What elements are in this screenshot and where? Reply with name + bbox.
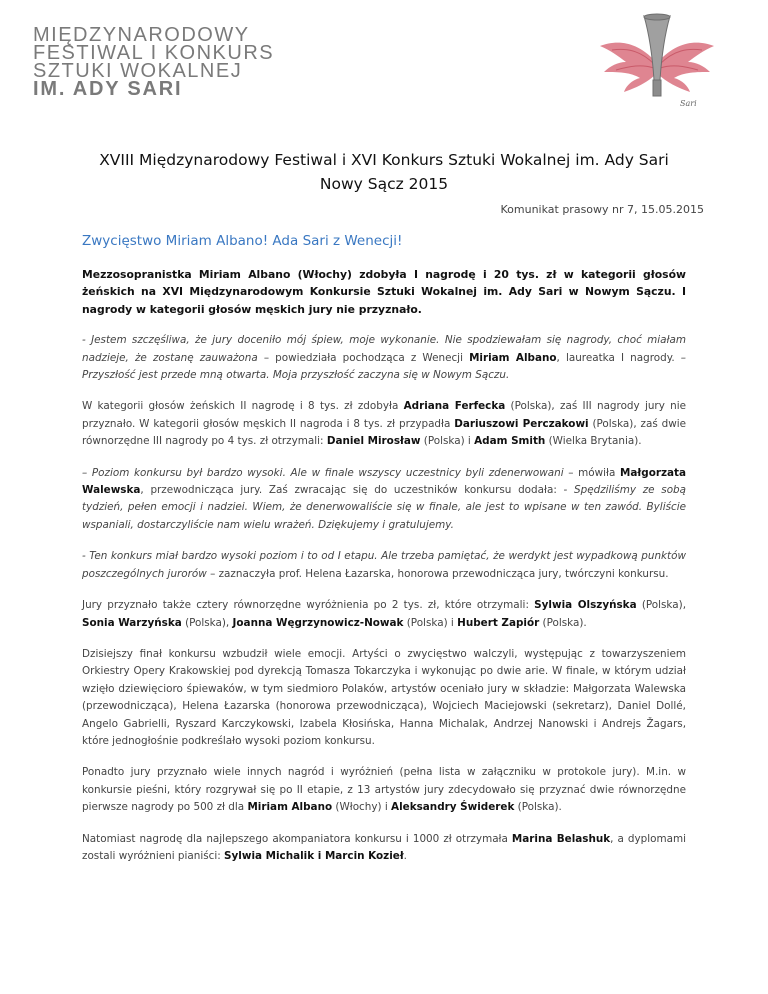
logo-line-4: IM. ADY SARI xyxy=(33,78,183,100)
logo-signature: Sari xyxy=(680,99,697,108)
paragraph-8: Natomiast nagrodę dla najlepszego akompaniatora konkursu i 1000 zł otrzymała Marina Belashuk, a dyplomami zostali wyróżnieni pianiści: Sylwia Michalik i Marcin Kozieł. xyxy=(82,832,686,862)
press-release-number: Komunikat prasowy nr 7, 15.05.2015 xyxy=(500,203,704,216)
paragraph-1: - Jestem szczęśliwa, że jury doceniło mój śpiew, moje wykonanie. Nie spodziewałam się nagrody, choć miałam nadzieje, że zostanę zauważona – powiedziała pochodząca z Wenecji Miriam Albano, laureatka I nagrody. – Przyszłość jest przede mną otwarta. Moja przyszłość zaczyna się w Nowym Sączu. xyxy=(82,334,686,382)
winged-horn-logo-icon xyxy=(596,10,716,110)
paragraph-4: - Ten konkurs miał bardzo wysoki poziom i to od I etapu. Ale trzeba pamiętać, że werdykt jest wypadkową punktów poszczególnych jurorów – zaznaczyła prof. Helena Łazarska, honorowa przewodnicząca jury, twórczyni konkursu. xyxy=(82,550,686,580)
lead-paragraph: Mezzosopranistka Miriam Albano (Włochy) zdobyła I nagrodę i 20 tys. zł w kategorii głosów żeńskich na XVI Międzynarodowym Konkursie Sztuki Wokalnej im. Ady Sari w Nowym Sączu. I nagrody w kategorii głosów męskich jury nie przyznało. xyxy=(82,268,686,316)
logo-line-2: FESTIWAL I KONKURS xyxy=(33,42,275,64)
paragraph-3: – Poziom konkursu był bardzo wysoki. Ale w finale wszyscy uczestnicy byli zdenerwowani – mówiła Małgorzata Walewska, przewodnicząca jury. Zaś zwracając się do uczestników konkursu dodała: - Spędziliśmy ze sobą tydzień, pełen emocji i nadziei. Wiem, że denerwowaliście się w finale, ale jest to wpisane w ten zawód. Byliście wspaniali, dostarczyliście nam wielu wrażeń. Dziękujemy i gratulujemy. xyxy=(82,466,687,531)
logo-line-1: MIĘDZYNARODOWY xyxy=(33,24,250,46)
logo-line-3: SZTUKI WOKALNEJ xyxy=(33,60,243,82)
title-line-1: XVIII Międzynarodowy Festiwal i XVI Konkurs Sztuki Wokalnej im. Ady Sari xyxy=(99,151,669,169)
paragraph-6: Dzisiejszy finał konkursu wzbudził wiele emocji. Artyści o zwycięstwo walczyli, występując z towarzyszeniem Orkiestry Opery Krakowskiej pod dyrekcją Tomasza Tokarczyka i wykonując po dwie arie. W finale, w którym udział wzięło dziewięcioro śpiewaków, w tym siedmioro Polaków, artystów oceniało jury w składzie: Małgorzata Walewska (przewodnicząca), Helena Łazarska (honorowa przewodnicząca), Wojciech Maciejowski (sekretarz), Daniel Dollé, Angelo Gabrielli, Ryszard Karczykowski, Izabela Kłosińska, Hanna Michalak, Andrzej Nanowski i Andrejs Žagars, które jednogłośnie podkreślało wysoki poziom konkursu. xyxy=(82,647,686,747)
paragraph-2: W kategorii głosów żeńskich II nagrodę i 8 tys. zł zdobyła Adriana Ferfecka (Polska), zaś III nagrody jury nie przyznało. W kategorii głosów męskich II nagroda i 8 tys. zł przypadła Dariuszowi Perczakowi (Polska), zaś dwie równorzędne III nagrody po 4 tys. zł otrzymali: Daniel Mirosław (Polska) i Adam Smith (Wielka Brytania). xyxy=(82,400,686,448)
title-line-2: Nowy Sącz 2015 xyxy=(319,175,449,193)
paragraph-7: Ponadto jury przyznało wiele innych nagród i wyróżnień (pełna lista w załączniku w protokole jury). M.in. w konkursie pieśni, który rozgrywał się po II etapie, z 13 artystów jury zdecydowało się przyznać dwie równorzędne pierwsze nagrody po 500 zł dla Miriam Albano (Włochy) i Aleksandry Świderek (Polska). xyxy=(82,766,686,814)
headline: Zwycięstwo Miriam Albano! Ada Sari z Wenecji! xyxy=(82,233,403,249)
page-title xyxy=(60,148,708,196)
paragraph-5: Jury przyznało także cztery równorzędne wyróżnienia po 2 tys. zł, które otrzymali: Sylwia Olszyńska (Polska), Sonia Warzyńska (Polska), Joanna Węgrzynowicz-Nowak (Polska) i Hubert Zapiór (Polska). xyxy=(82,599,686,629)
article-body xyxy=(82,266,686,879)
festival-logo-text xyxy=(33,26,274,98)
